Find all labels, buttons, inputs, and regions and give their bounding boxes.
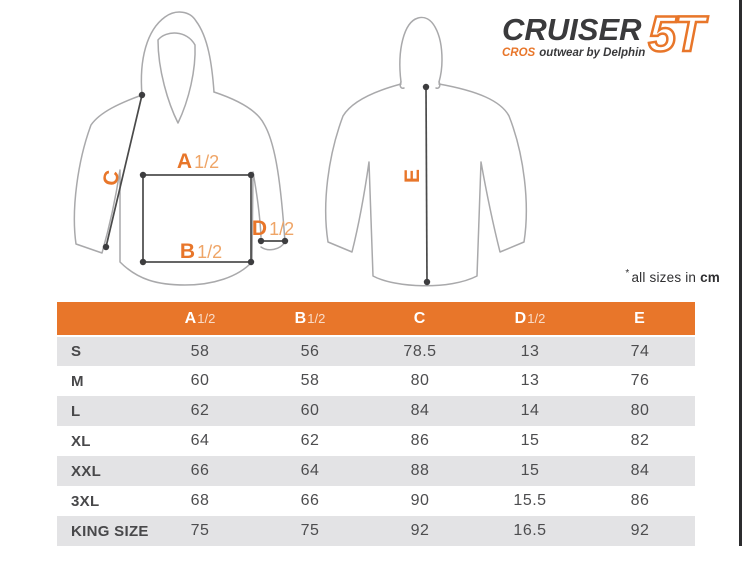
size-cell: XXL — [71, 462, 102, 480]
value-cell: 15.5 — [513, 492, 547, 509]
measure-label-c: C — [98, 168, 125, 188]
size-cell: M — [71, 372, 84, 390]
value-cell: 75 — [300, 522, 320, 539]
column-header-c: C — [365, 302, 475, 336]
value-cell: 90 — [410, 492, 430, 509]
column-header-b: B1/2 — [255, 302, 365, 336]
back-measure-lines — [426, 87, 427, 282]
value-cell: 13 — [520, 372, 540, 389]
size-cell: S — [71, 343, 82, 360]
value-cell: 68 — [190, 492, 210, 509]
value-cell: 16.5 — [513, 522, 547, 539]
value-cell: 86 — [410, 432, 430, 449]
brand-name: CRUISER — [502, 12, 642, 47]
value-cell: 56 — [300, 342, 320, 360]
units-note — [625, 268, 720, 285]
size-cell: KING SIZE — [71, 522, 149, 540]
value-cell: 60 — [190, 372, 210, 389]
table-row-m — [57, 366, 695, 396]
value-cell: 78.5 — [403, 342, 437, 360]
value-cell: 80 — [630, 402, 650, 419]
value-cell: 66 — [300, 492, 320, 509]
table-row-xxl — [57, 456, 695, 486]
table-row-s — [57, 336, 695, 366]
value-cell: 62 — [300, 432, 320, 449]
size-cell: XL — [71, 432, 91, 450]
value-cell: 84 — [630, 462, 650, 479]
value-cell: 92 — [630, 522, 650, 539]
value-cell: 62 — [190, 402, 210, 419]
value-cell: 74 — [630, 342, 650, 360]
table-row-3xl — [57, 486, 695, 516]
size-cell: L — [71, 402, 81, 420]
size-table — [57, 302, 695, 546]
value-cell: 80 — [410, 372, 430, 389]
value-cell: 86 — [630, 492, 650, 509]
units-note-text: all sizes in — [631, 270, 701, 285]
units-note-unit: cm — [700, 270, 720, 285]
brand-tagline-text: outwear by Delphin — [539, 47, 646, 59]
size-table-header-row — [57, 302, 695, 336]
table-row-xl — [57, 426, 695, 456]
measure-label-e: E — [401, 168, 424, 184]
brand-suffix: 5T — [648, 6, 703, 62]
front-hoodie-diagram — [58, 4, 308, 294]
table-row-l — [57, 396, 695, 426]
column-header-d: D1/2 — [475, 302, 585, 336]
value-cell: 60 — [300, 402, 320, 419]
value-cell: 13 — [520, 342, 540, 360]
units-note-star: * — [625, 268, 630, 279]
measure-label-a: A 1/2 — [176, 150, 220, 173]
table-row-king-size — [57, 516, 695, 546]
brand-tagline-accent: CROS — [502, 47, 536, 59]
measure-label-b: B 1/2 — [179, 240, 223, 263]
column-header-a: A1/2 — [145, 302, 255, 336]
value-cell: 15 — [520, 432, 540, 449]
value-cell: 75 — [190, 522, 210, 539]
value-cell: 92 — [410, 522, 430, 539]
value-cell: 64 — [300, 462, 320, 479]
size-table-corner-cell — [57, 302, 145, 336]
value-cell: 76 — [630, 372, 650, 389]
value-cell: 15 — [520, 462, 540, 479]
size-cell: 3XL — [71, 492, 100, 510]
brand-logo — [502, 6, 742, 62]
value-cell: 58 — [300, 372, 320, 389]
column-header-e: E — [585, 302, 695, 336]
value-cell: 82 — [630, 432, 650, 449]
value-cell: 66 — [190, 462, 210, 479]
measure-label-d: D 1/2 — [251, 217, 295, 240]
value-cell: 84 — [410, 402, 430, 419]
value-cell: 64 — [190, 432, 210, 449]
value-cell: 14 — [520, 402, 540, 419]
brand-tagline — [502, 47, 645, 59]
value-cell: 88 — [410, 462, 430, 479]
page-right-edge-line — [739, 0, 742, 546]
value-cell: 58 — [190, 342, 210, 360]
